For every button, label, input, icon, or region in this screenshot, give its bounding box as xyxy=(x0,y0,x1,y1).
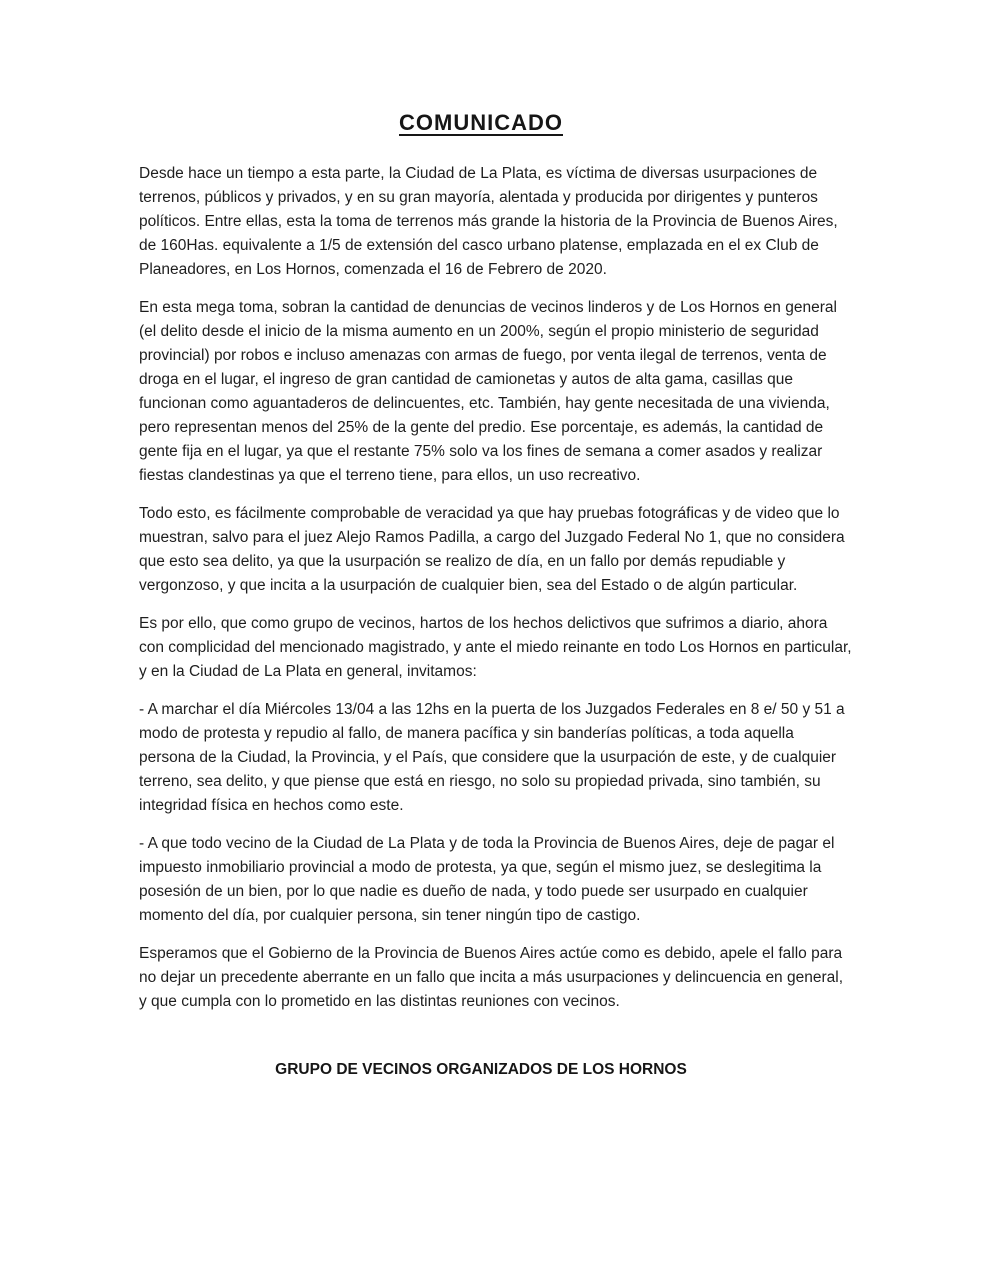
paragraph-intro: Desde hace un tiempo a esta parte, la Ciudad de La Plata, es víctima de diversas usurpaciones de terrenos, públicos y privados, y en su gran mayoría, alentada y producida por dirigentes y punteros políticos. Entre ellas, esta la toma de terrenos más grande la historia de la Provincia de Buenos Aires, de 160Has. equivalente a 1/5 de extensión del casco urbano platense, emplazada en el ex Club de Planeadores, en Los Hornos, comenzada el 16 de Febrero de 2020. xyxy=(139,165,838,278)
signature-line: GRUPO DE VECINOS ORGANIZADOS DE LOS HORNOS xyxy=(275,1061,687,1078)
paragraph-marcha: - A marchar el día Miércoles 13/04 a las 12hs en la puerta de los Juzgados Federales en 8 e/ 50 y 51 a modo de protesta y repudio al fallo, de manera pacífica y sin banderías políticas, a toda aquella persona de la Ciudad, la Provincia, y el País, que considere que la usurpación de este, y de cualquier terreno, sea delito, y que piense que está en riesgo, no solo su propiedad privada, sino también, su integridad física en hechos como este. xyxy=(139,701,845,814)
paragraph-denuncias: En esta mega toma, sobran la cantidad de denuncias de vecinos linderos y de Los Hornos en general (el delito desde el inicio de la misma aumento en un 200%, según el propio ministerio de seguridad provincial) por robos e incluso amenazas con armas de fuego, por venta ilegal de terrenos, venta de droga en el lugar, el ingreso de gran cantidad de camionetas y autos de alta gama, casillas que funcionan como aguantaderos de delincuentes, etc. También, hay gente necesitada de una vivienda, pero representan menos del 25% de la gente del predio. Ese porcentaje, es además, la cantidad de gente fija en el lugar, ya que el restante 75% solo va los fines de semana a comer asados y realizar fiestas clandestinas ya que el terreno tiene, para ellos, un uso recreativo. xyxy=(139,299,837,484)
paragraph-invitacion: Es por ello, que como grupo de vecinos, hartos de los hechos delictivos que sufrimos a diario, ahora con complicidad del mencionado magistrado, y ante el miedo reinante en todo Los Hornos en particular, y en la Ciudad de La Plata en general, invitamos: xyxy=(139,615,852,680)
paragraph-impuesto: - A que todo vecino de la Ciudad de La Plata y de toda la Provincia de Buenos Aires, deje de pagar el impuesto inmobiliario provincial a modo de protesta, ya que, según el mismo juez, se deslegitima la posesión de un bien, por lo que nadie es dueño de nada, y todo puede ser usurpado en cualquier momento del día, por cualquier persona, sin tener ningún tipo de castigo. xyxy=(139,835,835,924)
paragraph-juez: Todo esto, es fácilmente comprobable de veracidad ya que hay pruebas fotográficas y de video que lo muestran, salvo para el juez Alejo Ramos Padilla, a cargo del Juzgado Federal No 1, que no considera que esto sea delito, ya que la usurpación se realizo de día, en un fallo por demás repudiable y vergonzoso, y que incita a la usurpación de cualquier bien, sea del Estado o de algún particular. xyxy=(139,505,845,594)
page-title: COMUNICADO xyxy=(399,110,563,135)
document-content xyxy=(139,110,853,1082)
paragraph-gobierno: Esperamos que el Gobierno de la Provincia de Buenos Aires actúe como es debido, apele el fallo para no dejar un precedente aberrante en un fallo que incita a más usurpaciones y delincuencia en general, y que cumpla con lo prometido en las distintas reuniones con vecinos. xyxy=(139,945,844,1010)
